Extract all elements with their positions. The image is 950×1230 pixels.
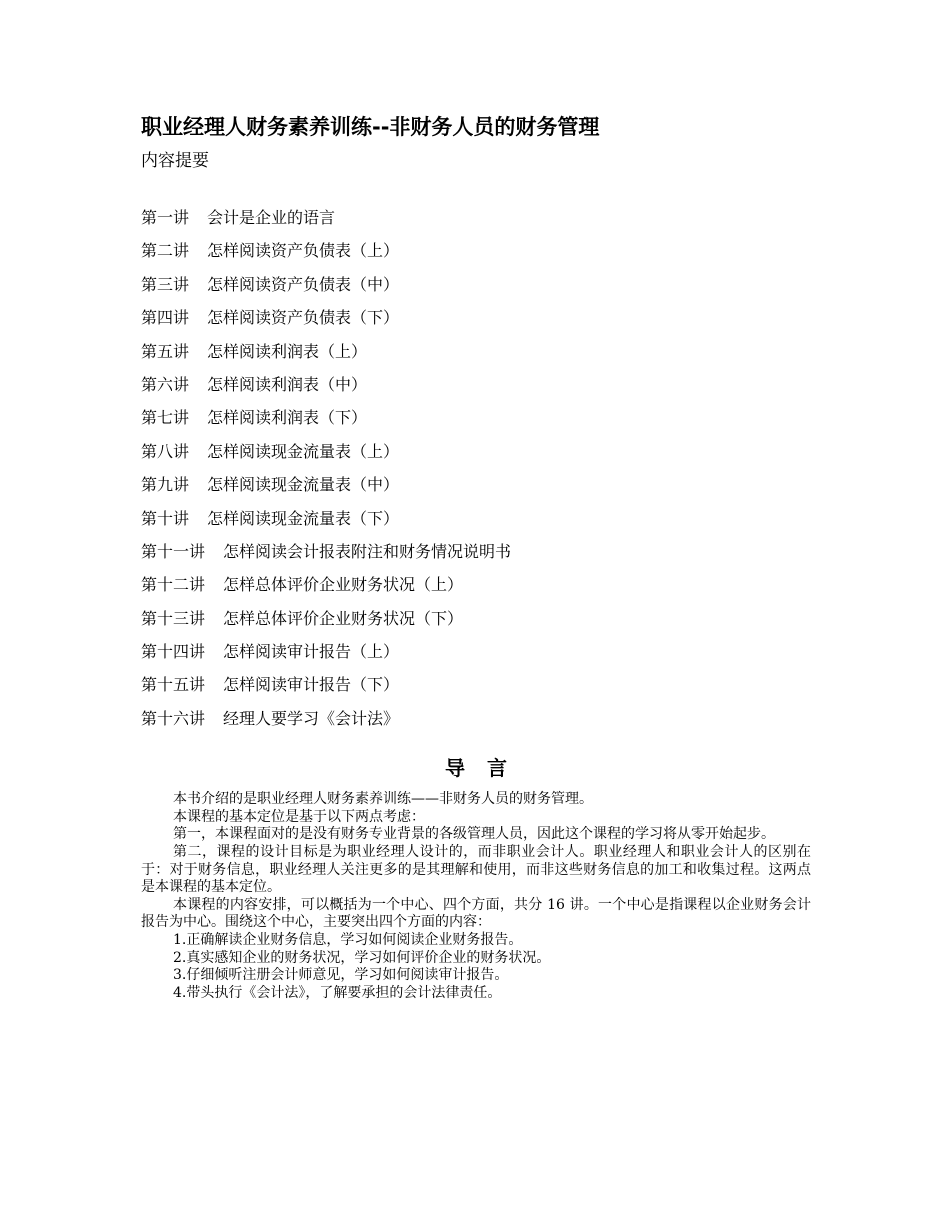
toc-item [141, 468, 811, 501]
intro-list-item: 1.正确解读企业财务信息，学习如何阅读企业财务报告。 [173, 932, 523, 948]
intro-paragraph: 第二，课程的设计目标是为职业经理人设计的，而非职业会计人。职业经理人和职业会计人的区别在于：对于财务信息，职业经理人关注更多的是其理解和使用，而非这些财务信息的加工和收集过程。这两点是本课程的基本定位。 [141, 844, 811, 896]
document-title: 职业经理人财务素养训练--非财务人员的财务管理 [141, 115, 600, 139]
toc-item-title: 怎样阅读会计报表附注和财务情况说明书 [223, 541, 512, 561]
toc-item-title: 怎样总体评价企业财务状况（下） [223, 608, 464, 628]
toc-item-number: 第十三讲 [141, 608, 206, 628]
toc-item-title: 怎样阅读审计报告（上） [223, 642, 400, 662]
toc-item [141, 234, 811, 267]
toc-item-number: 第九讲 [141, 475, 190, 495]
intro-list-item: 3.仔细倾听注册会计师意见，学习如何阅读审计报告。 [173, 967, 509, 984]
toc-item [141, 535, 811, 568]
toc-item-number: 第四讲 [141, 308, 190, 328]
summary-label: 内容提要 [141, 151, 209, 171]
toc-item [141, 668, 811, 701]
toc-item [141, 502, 811, 535]
intro-paragraph: 第一，本课程面对的是没有财务专业背景的各级管理人员，因此这个课程的学习将从零开始起步。 [173, 826, 775, 843]
toc-item [141, 635, 811, 668]
toc-item [141, 401, 811, 434]
toc-item-number: 第十讲 [141, 508, 190, 528]
toc-item-title: 怎样阅读审计报告（下） [223, 675, 400, 695]
toc-item-number: 第十五讲 [141, 675, 206, 695]
toc-item-title: 怎样阅读现金流量表（中） [207, 475, 400, 495]
toc-item-title: 怎样阅读资产负债表（中） [207, 274, 400, 294]
intro-paragraph: 本课程的基本定位是基于以下两点考虑： [173, 808, 425, 825]
intro-body [141, 791, 811, 1002]
toc-item [141, 368, 811, 401]
toc-item-title: 怎样阅读资产负债表（上） [207, 241, 400, 261]
toc-item-number: 第十二讲 [141, 575, 206, 595]
intro-list-item: 4.带头执行《会计法》，了解要承担的会计法律责任。 [173, 984, 502, 1001]
toc-item [141, 201, 811, 234]
toc-item-title: 经理人要学习《会计法》 [223, 708, 400, 728]
toc-item [141, 301, 811, 334]
intro-paragraph: 本课程的内容安排，可以概括为一个中心、四个方面，共分 16 讲。一个中心是指课程以企业财务会计报告为中心。围绕这个中心，主要突出四个方面的内容： [141, 896, 811, 931]
toc-item [141, 702, 811, 735]
toc-item-number: 第七讲 [141, 408, 190, 428]
toc-item-title: 怎样阅读利润表（上） [207, 341, 368, 361]
toc-item-number: 第三讲 [141, 274, 190, 294]
toc-item [141, 568, 811, 601]
toc-item-title: 会计是企业的语言 [207, 208, 336, 227]
toc-item-number: 第十四讲 [141, 642, 206, 662]
toc-item [141, 335, 811, 368]
toc-item-number: 第五讲 [141, 341, 190, 361]
toc-item-number: 第十六讲 [141, 708, 206, 728]
toc-item-title: 怎样阅读现金流量表（下） [207, 508, 400, 528]
toc-item-number: 第十一讲 [141, 541, 206, 561]
toc-item-number: 第八讲 [141, 441, 190, 461]
intro-list-item: 2.真实感知企业的财务状况，学习如何评价企业的财务状况。 [173, 949, 551, 966]
toc-item-number: 第六讲 [141, 374, 190, 394]
toc-item-number: 第二讲 [141, 241, 190, 261]
intro-heading: 导言 [445, 756, 529, 781]
toc-item-number: 第一讲 [141, 208, 190, 227]
toc-item-title: 怎样阅读资产负债表（下） [207, 308, 400, 328]
toc-item-title: 怎样总体评价企业财务状况（上） [223, 575, 464, 595]
toc-item [141, 268, 811, 301]
toc-item-title: 怎样阅读现金流量表（上） [207, 441, 400, 461]
toc-item-title: 怎样阅读利润表（中） [207, 374, 368, 394]
toc-item [141, 435, 811, 468]
toc-item-title: 怎样阅读利润表（下） [207, 408, 368, 428]
intro-paragraph: 本书介绍的是职业经理人财务素养训练——非财务人员的财务管理。 [173, 791, 593, 808]
table-of-contents [141, 201, 811, 735]
document-page [141, 112, 811, 1002]
toc-item [141, 602, 811, 635]
